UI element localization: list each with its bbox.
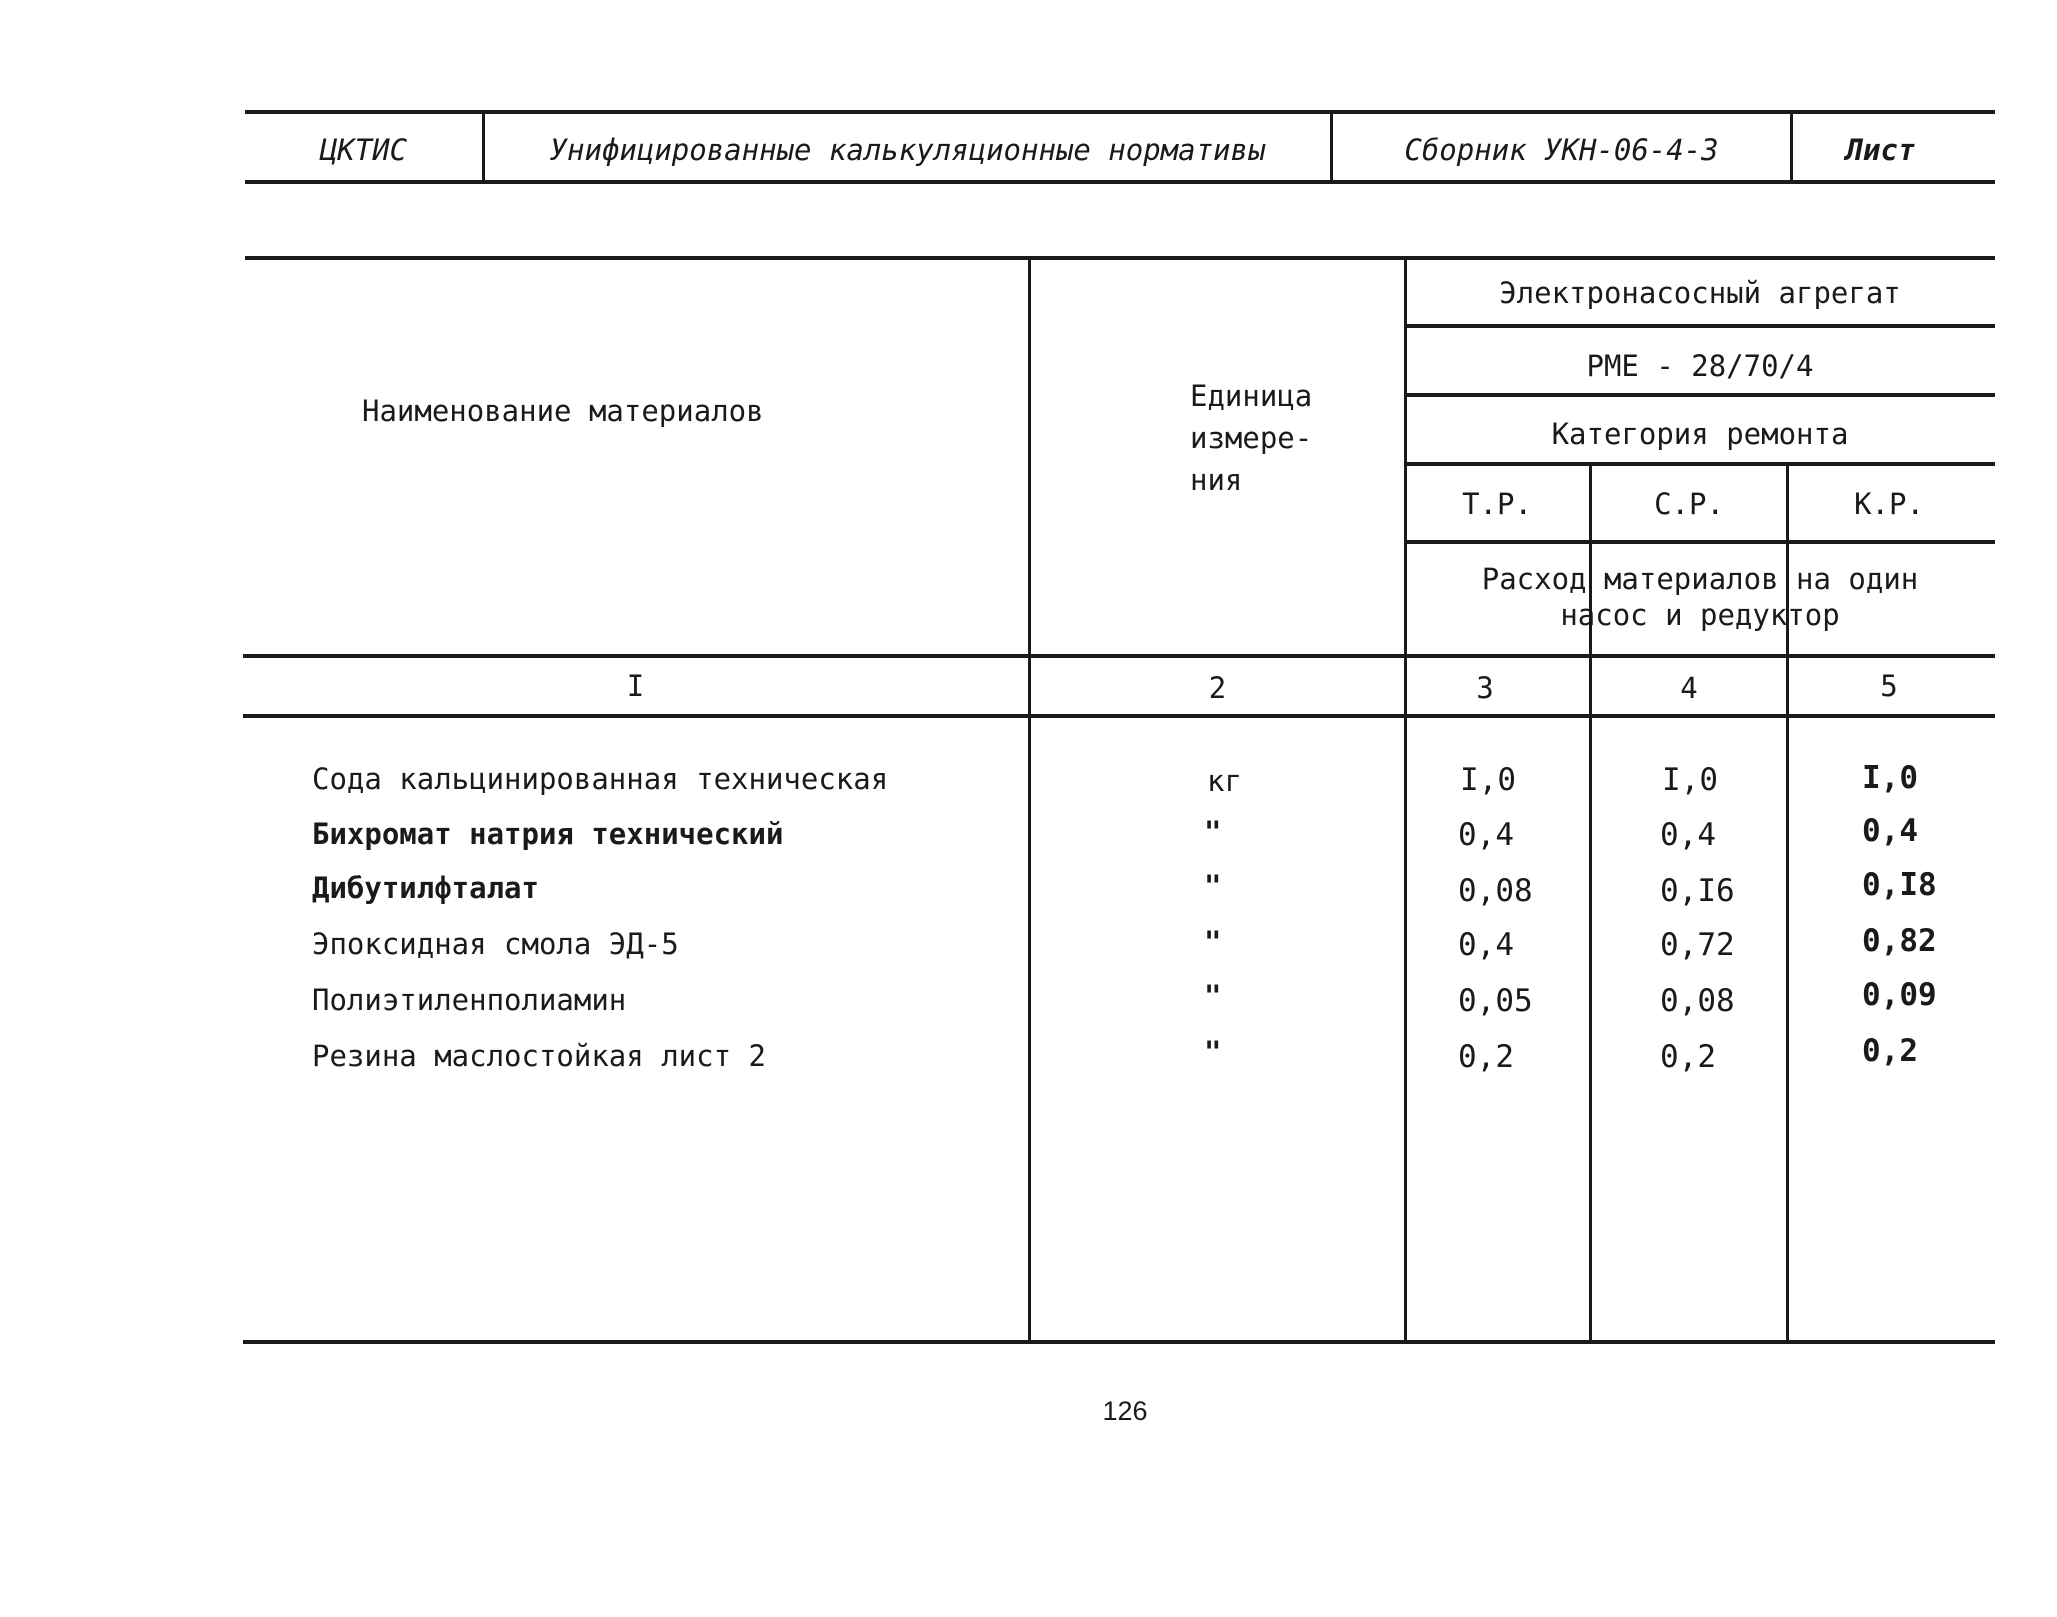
category-cells-rule	[1405, 540, 1995, 544]
category-kr: К.Р.	[1854, 487, 1924, 521]
column-number: 5	[1880, 669, 1898, 703]
material-unit: "	[1204, 815, 1222, 849]
value-tr: 0,2	[1458, 1039, 1514, 1075]
col-unit-header: Единица	[1190, 379, 1313, 413]
repair-category-header: Категория ремонта	[1551, 417, 1849, 451]
material-name: Сода кальцинированная техническая	[312, 762, 889, 796]
col-unit-header: ния	[1190, 463, 1243, 497]
category-sr: С.Р.	[1654, 487, 1724, 521]
value-tr: 0,08	[1458, 873, 1533, 909]
model-rule	[1405, 393, 1995, 397]
value-kr: I,0	[1862, 760, 1918, 796]
group-header: Электронасосный агрегат	[1499, 276, 1901, 310]
header-sheet-label: Лист	[1845, 133, 1916, 167]
header-collection: Сборник УКН-06-4-3	[1404, 133, 1719, 167]
column-number: I	[626, 669, 645, 703]
material-unit: "	[1204, 979, 1222, 1013]
value-kr: 0,2	[1862, 1033, 1918, 1069]
value-tr: 0,4	[1458, 927, 1514, 963]
value-tr: I,0	[1460, 762, 1516, 798]
page-number: 126	[1102, 1396, 1148, 1426]
value-sr: 0,4	[1660, 817, 1716, 853]
material-name: Эпоксидная смола ЭД-5	[312, 927, 679, 961]
column-number: 4	[1680, 671, 1698, 705]
category-rule	[1405, 462, 1995, 466]
model-header: РМЕ - 28/70/4	[1586, 349, 1814, 383]
value-kr: 0,82	[1862, 923, 1937, 959]
value-tr: 0,4	[1458, 817, 1514, 853]
value-sr: 0,08	[1660, 983, 1735, 1019]
material-name: Резина маслостойкая лист 2	[312, 1039, 766, 1073]
consumption-header: насос и редуктор	[1560, 598, 1840, 632]
table-top-rule	[245, 256, 1995, 260]
material-unit: "	[1204, 925, 1222, 959]
category-tr: Т.Р.	[1462, 487, 1532, 521]
header-top-rule	[245, 110, 1995, 114]
value-sr: 0,2	[1660, 1039, 1716, 1075]
header-end-rule	[243, 654, 1995, 658]
column-number: 2	[1208, 671, 1227, 705]
column-numbers-rule	[243, 714, 1995, 718]
value-sr: 0,I6	[1660, 873, 1735, 909]
material-name: Дибутилфталат	[312, 871, 539, 905]
material-name: Бихромат натрия технический	[312, 817, 784, 851]
consumption-header: Расход материалов на один	[1481, 562, 1919, 596]
value-sr: I,0	[1662, 762, 1718, 798]
header-title: Унифицированные калькуляционные нормативы	[549, 133, 1266, 167]
col-unit-header: измере-	[1190, 421, 1313, 455]
material-unit: "	[1204, 869, 1222, 903]
material-name: Полиэтиленполиамин	[312, 983, 627, 1017]
material-unit: "	[1204, 1035, 1222, 1069]
column-number: 3	[1476, 671, 1494, 705]
value-sr: 0,72	[1660, 927, 1735, 963]
col-name-header: Наименование материалов	[362, 394, 764, 428]
header-bottom-rule	[245, 180, 1995, 184]
value-kr: 0,I8	[1862, 867, 1937, 903]
material-unit: кг	[1207, 764, 1242, 798]
column-divider	[1028, 258, 1031, 1342]
value-tr: 0,05	[1458, 983, 1533, 1019]
table-bottom-rule	[243, 1340, 1995, 1344]
value-kr: 0,09	[1862, 977, 1937, 1013]
header-org: ЦКТИС	[319, 133, 408, 167]
group-header-rule	[1405, 324, 1995, 328]
value-kr: 0,4	[1862, 813, 1918, 849]
